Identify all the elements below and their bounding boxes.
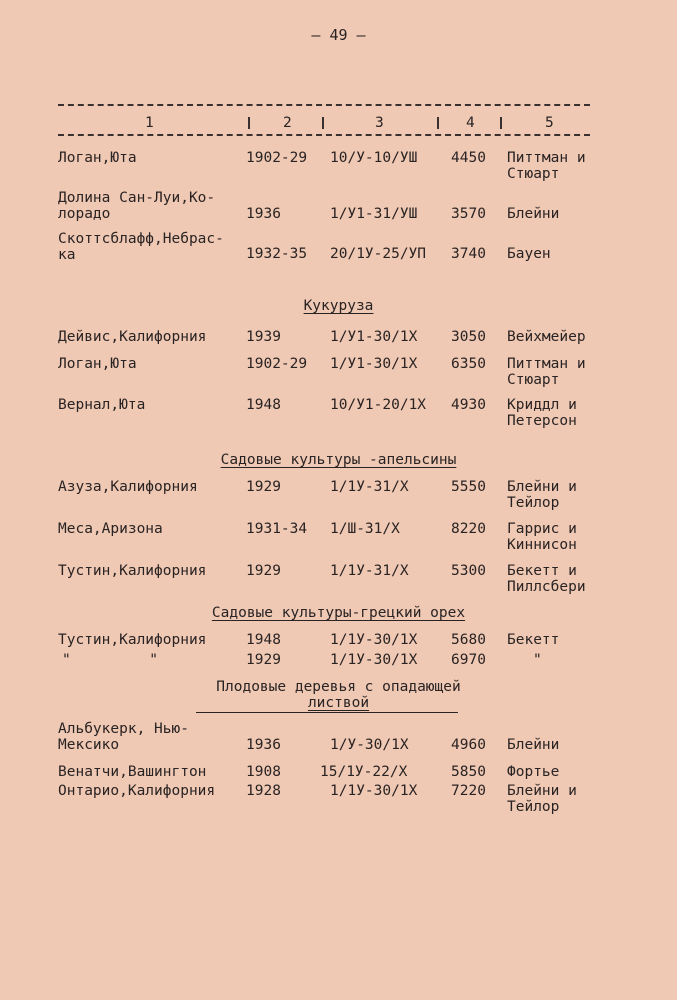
years-cell: 1928 — [246, 783, 281, 799]
author-cell: Бекетт и — [507, 563, 577, 579]
period-cell: 1/1У-31/Х — [330, 479, 409, 495]
value-cell: 5680 — [451, 632, 486, 648]
section-heading-text: Садовые культуры -апельсины — [220, 452, 457, 468]
years-cell: 1948 — [246, 397, 281, 413]
author-cell: Стюарт — [507, 166, 560, 182]
author-cell: Фортье — [507, 764, 560, 780]
location-cell: Меса,Аризона — [58, 521, 163, 537]
period-cell: 1/Ш-31/Х — [330, 521, 400, 537]
location-cell: Дейвис,Калифорния — [58, 329, 207, 345]
period-cell: 20/1У-25/УП — [330, 246, 427, 262]
section-heading-corn — [0, 298, 677, 314]
years-cell: 1929 — [246, 563, 281, 579]
location-cell: Альбукерк, Нью- — [58, 721, 189, 737]
period-cell: 1/У1-30/1Х — [330, 356, 418, 372]
location-cell: Долина Сан-Луи,Ко- — [58, 190, 216, 206]
author-cell: Блейни и — [507, 479, 577, 495]
author-cell: Стюарт — [507, 372, 560, 388]
author-cell: Бекетт — [507, 632, 560, 648]
author-cell: Киннисон — [507, 537, 577, 553]
header-divider — [500, 117, 502, 129]
value-cell: 7220 — [451, 783, 486, 799]
location-cell: Вернал,Юта — [58, 397, 146, 413]
years-cell: 1902-29 — [246, 150, 308, 166]
author-cell: Тейлор — [507, 495, 560, 511]
years-cell: 1936 — [246, 737, 281, 753]
ditto-mark-cell: " " — [62, 652, 159, 668]
author-cell: Петерсон — [507, 413, 577, 429]
value-cell: 5550 — [451, 479, 486, 495]
value-cell: 3050 — [451, 329, 486, 345]
period-cell: 1/1У-30/1Х — [330, 632, 418, 648]
header-rule-top — [58, 104, 590, 106]
years-cell: 1939 — [246, 329, 281, 345]
location-cell: Венатчи,Вашингтон — [58, 764, 207, 780]
section-heading-underlined: листвой — [307, 695, 370, 711]
author-cell: Блейни — [507, 737, 560, 753]
author-cell: Вейхмейер — [507, 329, 586, 345]
years-cell: 1908 — [246, 764, 281, 780]
section-underline — [196, 712, 458, 713]
header-col-3: 3 — [375, 115, 384, 131]
section-heading-text — [0, 695, 677, 711]
value-cell: 4450 — [451, 150, 486, 166]
value-cell: 8220 — [451, 521, 486, 537]
author-cell: Блейни — [507, 206, 560, 222]
author-cell: Криддл и — [507, 397, 577, 413]
location-cell: Скоттсблафф,Небрас- — [58, 231, 224, 247]
section-heading-deciduous — [0, 679, 677, 711]
years-cell: 1929 — [246, 479, 281, 495]
period-cell: 1/1У-30/1Х — [330, 652, 418, 668]
years-cell: 1936 — [246, 206, 281, 222]
period-cell: 1/1У-31/Х — [330, 563, 409, 579]
years-cell: 1948 — [246, 632, 281, 648]
author-cell: Питтман и — [507, 356, 586, 372]
header-divider — [248, 117, 250, 129]
header-col-5: 5 — [545, 115, 554, 131]
value-cell: 3740 — [451, 246, 486, 262]
years-cell: 1932-35 — [246, 246, 308, 262]
period-cell: 1/У1-30/1Х — [330, 329, 418, 345]
location-cell: Тустин,Калифорния — [58, 632, 207, 648]
header-divider — [322, 117, 324, 129]
location-cell: Логан,Юта — [58, 150, 137, 166]
section-heading-oranges — [0, 452, 677, 468]
period-cell: 1/У1-31/УШ — [330, 206, 418, 222]
years-cell: 1929 — [246, 652, 281, 668]
location-cell: Тустин,Калифорния — [58, 563, 207, 579]
location-cell: Онтарио,Калифорния — [58, 783, 216, 799]
section-heading-walnut — [0, 605, 677, 621]
period-cell: 1/1У-30/1Х — [330, 783, 418, 799]
location-cell: Логан,Юта — [58, 356, 137, 372]
header-col-2: 2 — [283, 115, 292, 131]
header-col-1: 1 — [145, 115, 154, 131]
location-cell: Азуза,Калифорния — [58, 479, 198, 495]
period-cell: 15/1У-22/Х — [320, 764, 408, 780]
header-rule-bottom — [58, 134, 590, 136]
author-cell: Питтман и — [507, 150, 586, 166]
period-cell: 10/У-10/УШ — [330, 150, 418, 166]
value-cell: 5300 — [451, 563, 486, 579]
ditto-mark-cell: " — [533, 652, 542, 668]
value-cell: 3570 — [451, 206, 486, 222]
value-cell: 5850 — [451, 764, 486, 780]
header-divider — [437, 117, 439, 129]
years-cell: 1902-29 — [246, 356, 308, 372]
page-number: — 49 — — [311, 26, 366, 44]
author-cell: Пиллсбери — [507, 579, 586, 595]
location-cell: Мексико — [58, 737, 120, 753]
author-cell: Бауен — [507, 246, 551, 262]
section-heading-text: Садовые культуры-грецкий орех — [211, 605, 466, 621]
section-heading-text: Плодовые деревья с опадающей — [216, 679, 461, 695]
author-cell: Тейлор — [507, 799, 560, 815]
section-heading-text: Кукуруза — [303, 298, 374, 314]
period-cell: 1/У-30/1Х — [330, 737, 409, 753]
author-cell: Гаррис и — [507, 521, 577, 537]
value-cell: 6350 — [451, 356, 486, 372]
value-cell: 4960 — [451, 737, 486, 753]
years-cell: 1931-34 — [246, 521, 308, 537]
value-cell: 6970 — [451, 652, 486, 668]
header-col-4: 4 — [466, 115, 475, 131]
value-cell: 4930 — [451, 397, 486, 413]
location-cell: ка — [58, 247, 76, 263]
period-cell: 10/У1-20/1Х — [330, 397, 427, 413]
author-cell: Блейни и — [507, 783, 577, 799]
location-cell: лорадо — [58, 206, 111, 222]
